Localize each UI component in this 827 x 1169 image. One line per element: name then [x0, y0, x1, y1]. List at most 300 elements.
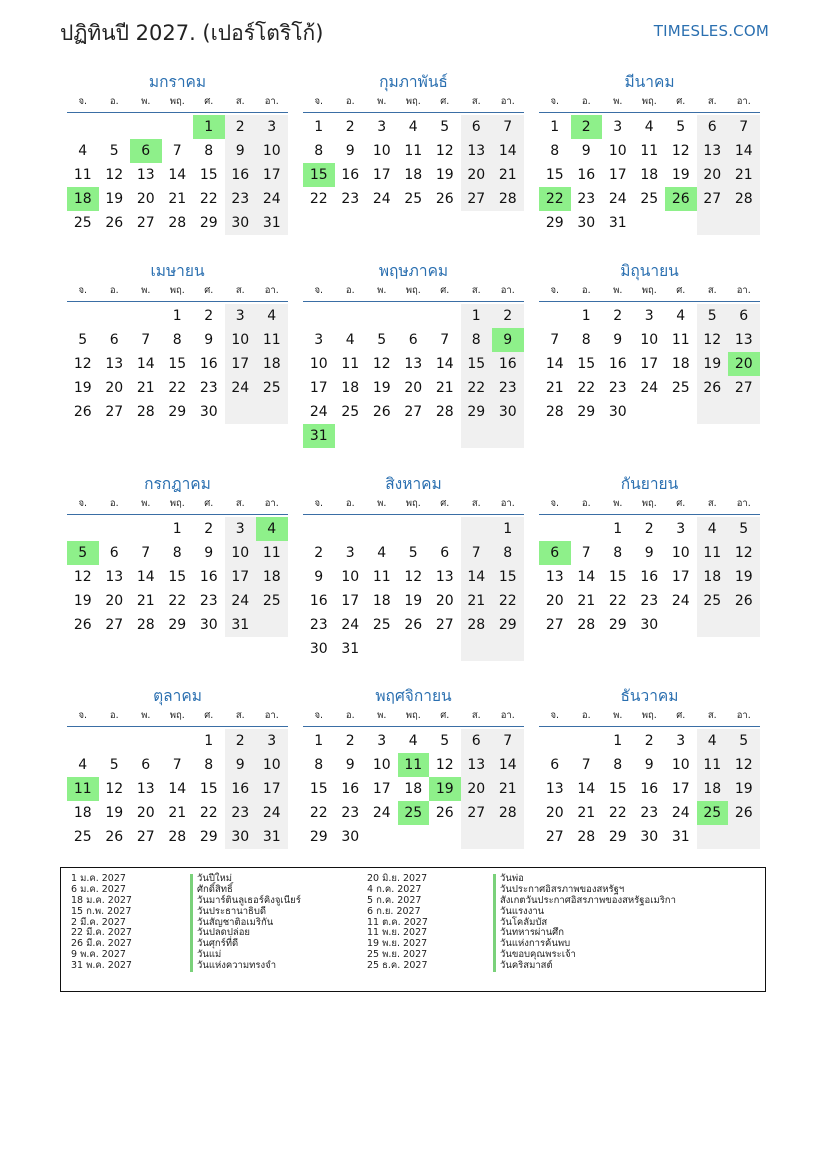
day-cell[interactable]: 1 — [492, 517, 524, 541]
day-cell[interactable]: 1 — [204, 733, 214, 749]
day-cell[interactable]: 10 — [256, 753, 288, 777]
day-cell[interactable]: 15 — [168, 356, 187, 372]
day-cell[interactable]: 2 — [644, 521, 654, 537]
day-cell[interactable]: 8 — [314, 757, 324, 773]
day-cell[interactable]: 14 — [136, 569, 155, 585]
day-cell[interactable]: 27 — [697, 187, 729, 211]
day-cell[interactable]: 1 — [581, 308, 591, 324]
day-cell[interactable]: 12 — [671, 143, 690, 159]
day-cell[interactable]: 7 — [141, 545, 151, 561]
day-cell[interactable]: 9 — [204, 545, 214, 561]
day-cell[interactable]: 16 — [492, 352, 524, 376]
holiday-day-cell[interactable]: 25 — [398, 801, 430, 825]
day-cell[interactable]: 10 — [309, 356, 328, 372]
day-cell[interactable]: 25 — [372, 617, 391, 633]
day-cell[interactable]: 23 — [640, 593, 659, 609]
day-cell[interactable]: 28 — [728, 187, 760, 211]
day-cell[interactable]: 6 — [461, 729, 493, 753]
day-cell[interactable]: 27 — [105, 404, 124, 420]
day-cell[interactable]: 27 — [105, 617, 124, 633]
day-cell[interactable]: 6 — [728, 304, 760, 328]
day-cell[interactable]: 22 — [461, 376, 493, 400]
day-cell[interactable]: 13 — [404, 356, 423, 372]
day-cell[interactable]: 6 — [550, 757, 560, 773]
day-cell[interactable]: 19 — [404, 593, 423, 609]
day-cell[interactable]: 9 — [345, 757, 355, 773]
day-cell[interactable]: 18 — [671, 356, 690, 372]
day-cell[interactable]: 17 — [671, 781, 690, 797]
day-cell[interactable]: 11 — [697, 753, 729, 777]
day-cell[interactable]: 7 — [461, 541, 493, 565]
day-cell[interactable]: 17 — [225, 565, 257, 589]
day-cell[interactable]: 4 — [78, 757, 88, 773]
day-cell[interactable]: 9 — [225, 753, 257, 777]
day-cell[interactable]: 30 — [608, 404, 627, 420]
day-cell[interactable]: 24 — [640, 380, 659, 396]
day-cell[interactable]: 4 — [377, 545, 387, 561]
day-cell[interactable]: 27 — [461, 187, 493, 211]
holiday-day-cell[interactable]: 4 — [256, 517, 288, 541]
day-cell[interactable]: 3 — [377, 733, 387, 749]
day-cell[interactable]: 30 — [640, 617, 659, 633]
day-cell[interactable]: 7 — [440, 332, 450, 348]
day-cell[interactable]: 11 — [404, 143, 423, 159]
day-cell[interactable]: 31 — [341, 641, 360, 657]
day-cell[interactable]: 29 — [199, 829, 218, 845]
day-cell[interactable]: 16 — [225, 163, 257, 187]
day-cell[interactable]: 22 — [577, 380, 596, 396]
day-cell[interactable]: 28 — [168, 829, 187, 845]
day-cell[interactable]: 9 — [204, 332, 214, 348]
day-cell[interactable]: 4 — [345, 332, 355, 348]
day-cell[interactable]: 12 — [372, 356, 391, 372]
day-cell[interactable]: 28 — [492, 187, 524, 211]
day-cell[interactable]: 24 — [372, 805, 391, 821]
day-cell[interactable]: 21 — [492, 777, 524, 801]
day-cell[interactable]: 22 — [309, 805, 328, 821]
day-cell[interactable]: 18 — [341, 380, 360, 396]
day-cell[interactable]: 20 — [404, 380, 423, 396]
day-cell[interactable]: 28 — [168, 215, 187, 231]
day-cell[interactable]: 9 — [345, 143, 355, 159]
day-cell[interactable]: 21 — [728, 163, 760, 187]
day-cell[interactable]: 1 — [550, 119, 560, 135]
day-cell[interactable]: 20 — [105, 380, 124, 396]
day-cell[interactable]: 24 — [256, 187, 288, 211]
day-cell[interactable]: 12 — [73, 569, 92, 585]
day-cell[interactable]: 7 — [492, 729, 524, 753]
day-cell[interactable]: 24 — [671, 805, 690, 821]
day-cell[interactable]: 3 — [256, 729, 288, 753]
day-cell[interactable]: 25 — [404, 191, 423, 207]
day-cell[interactable]: 25 — [341, 404, 360, 420]
day-cell[interactable]: 23 — [225, 801, 257, 825]
day-cell[interactable]: 19 — [73, 593, 92, 609]
day-cell[interactable]: 24 — [225, 376, 257, 400]
day-cell[interactable]: 8 — [581, 332, 591, 348]
day-cell[interactable]: 21 — [168, 805, 187, 821]
day-cell[interactable]: 27 — [461, 801, 493, 825]
day-cell[interactable]: 9 — [314, 569, 324, 585]
day-cell[interactable]: 26 — [105, 215, 124, 231]
holiday-day-cell[interactable]: 26 — [665, 187, 697, 211]
day-cell[interactable]: 21 — [435, 380, 454, 396]
day-cell[interactable]: 15 — [608, 781, 627, 797]
day-cell[interactable]: 8 — [172, 332, 182, 348]
day-cell[interactable]: 29 — [168, 617, 187, 633]
day-cell[interactable]: 7 — [728, 115, 760, 139]
holiday-day-cell[interactable]: 31 — [303, 424, 335, 448]
day-cell[interactable]: 30 — [199, 617, 218, 633]
day-cell[interactable]: 1 — [314, 119, 324, 135]
day-cell[interactable]: 14 — [545, 356, 564, 372]
day-cell[interactable]: 16 — [225, 777, 257, 801]
holiday-day-cell[interactable]: 2 — [571, 115, 603, 139]
day-cell[interactable]: 5 — [109, 757, 119, 773]
day-cell[interactable]: 29 — [309, 829, 328, 845]
day-cell[interactable]: 20 — [545, 593, 564, 609]
holiday-day-cell[interactable]: 18 — [67, 187, 99, 211]
site-link[interactable]: TIMESLES.COM — [653, 22, 769, 40]
day-cell[interactable]: 12 — [697, 328, 729, 352]
day-cell[interactable]: 26 — [697, 376, 729, 400]
day-cell[interactable]: 16 — [608, 356, 627, 372]
holiday-day-cell[interactable]: 11 — [67, 777, 99, 801]
day-cell[interactable]: 4 — [256, 304, 288, 328]
holiday-day-cell[interactable]: 20 — [728, 352, 760, 376]
day-cell[interactable]: 22 — [199, 805, 218, 821]
day-cell[interactable]: 1 — [172, 308, 182, 324]
day-cell[interactable]: 26 — [728, 589, 760, 613]
day-cell[interactable]: 30 — [341, 829, 360, 845]
day-cell[interactable]: 17 — [640, 356, 659, 372]
day-cell[interactable]: 2 — [345, 119, 355, 135]
day-cell[interactable]: 29 — [608, 617, 627, 633]
day-cell[interactable]: 10 — [671, 545, 690, 561]
day-cell[interactable]: 14 — [168, 781, 187, 797]
day-cell[interactable]: 2 — [204, 308, 214, 324]
day-cell[interactable]: 7 — [172, 757, 182, 773]
day-cell[interactable]: 4 — [408, 119, 418, 135]
day-cell[interactable]: 18 — [372, 593, 391, 609]
day-cell[interactable]: 14 — [168, 167, 187, 183]
day-cell[interactable]: 16 — [640, 781, 659, 797]
day-cell[interactable]: 11 — [372, 569, 391, 585]
day-cell[interactable]: 23 — [309, 617, 328, 633]
day-cell[interactable]: 20 — [435, 593, 454, 609]
day-cell[interactable]: 2 — [644, 733, 654, 749]
day-cell[interactable]: 29 — [492, 613, 524, 637]
day-cell[interactable]: 19 — [372, 380, 391, 396]
day-cell[interactable]: 22 — [168, 593, 187, 609]
day-cell[interactable]: 21 — [577, 805, 596, 821]
day-cell[interactable]: 18 — [73, 805, 92, 821]
day-cell[interactable]: 27 — [136, 829, 155, 845]
day-cell[interactable]: 15 — [492, 565, 524, 589]
day-cell[interactable]: 3 — [225, 517, 257, 541]
day-cell[interactable]: 13 — [105, 569, 124, 585]
day-cell[interactable]: 27 — [404, 404, 423, 420]
day-cell[interactable]: 17 — [608, 167, 627, 183]
day-cell[interactable]: 6 — [109, 545, 119, 561]
day-cell[interactable]: 2 — [492, 304, 524, 328]
day-cell[interactable]: 1 — [613, 733, 623, 749]
holiday-day-cell[interactable]: 6 — [130, 139, 162, 163]
day-cell[interactable]: 30 — [225, 825, 257, 849]
day-cell[interactable]: 8 — [204, 143, 214, 159]
day-cell[interactable]: 16 — [341, 167, 360, 183]
day-cell[interactable]: 27 — [728, 376, 760, 400]
day-cell[interactable]: 19 — [105, 191, 124, 207]
day-cell[interactable]: 7 — [172, 143, 182, 159]
day-cell[interactable]: 21 — [545, 380, 564, 396]
day-cell[interactable]: 11 — [671, 332, 690, 348]
day-cell[interactable]: 29 — [577, 404, 596, 420]
day-cell[interactable]: 21 — [577, 593, 596, 609]
day-cell[interactable]: 9 — [644, 545, 654, 561]
day-cell[interactable]: 15 — [545, 167, 564, 183]
day-cell[interactable]: 30 — [309, 641, 328, 657]
day-cell[interactable]: 20 — [697, 163, 729, 187]
day-cell[interactable]: 12 — [435, 143, 454, 159]
day-cell[interactable]: 7 — [141, 332, 151, 348]
day-cell[interactable]: 8 — [613, 757, 623, 773]
day-cell[interactable]: 11 — [341, 356, 360, 372]
day-cell[interactable]: 29 — [545, 215, 564, 231]
day-cell[interactable]: 31 — [256, 211, 288, 235]
day-cell[interactable]: 13 — [136, 781, 155, 797]
day-cell[interactable]: 2 — [225, 729, 257, 753]
day-cell[interactable]: 2 — [204, 521, 214, 537]
day-cell[interactable]: 15 — [168, 569, 187, 585]
day-cell[interactable]: 1 — [461, 304, 493, 328]
day-cell[interactable]: 19 — [728, 565, 760, 589]
day-cell[interactable]: 10 — [640, 332, 659, 348]
day-cell[interactable]: 20 — [136, 805, 155, 821]
day-cell[interactable]: 16 — [199, 569, 218, 585]
day-cell[interactable]: 9 — [613, 332, 623, 348]
day-cell[interactable]: 28 — [136, 617, 155, 633]
day-cell[interactable]: 24 — [309, 404, 328, 420]
day-cell[interactable]: 27 — [545, 617, 564, 633]
day-cell[interactable]: 31 — [671, 829, 690, 845]
day-cell[interactable]: 3 — [644, 308, 654, 324]
day-cell[interactable]: 24 — [256, 801, 288, 825]
holiday-day-cell[interactable]: 6 — [539, 541, 571, 565]
day-cell[interactable]: 18 — [697, 565, 729, 589]
day-cell[interactable]: 6 — [141, 757, 151, 773]
day-cell[interactable]: 3 — [256, 115, 288, 139]
day-cell[interactable]: 30 — [492, 400, 524, 424]
day-cell[interactable]: 14 — [136, 356, 155, 372]
day-cell[interactable]: 11 — [73, 167, 92, 183]
day-cell[interactable]: 26 — [404, 617, 423, 633]
day-cell[interactable]: 22 — [608, 805, 627, 821]
day-cell[interactable]: 23 — [225, 187, 257, 211]
day-cell[interactable]: 14 — [461, 565, 493, 589]
day-cell[interactable]: 30 — [640, 829, 659, 845]
day-cell[interactable]: 26 — [372, 404, 391, 420]
day-cell[interactable]: 26 — [105, 829, 124, 845]
day-cell[interactable]: 25 — [256, 589, 288, 613]
day-cell[interactable]: 14 — [577, 569, 596, 585]
holiday-day-cell[interactable]: 11 — [398, 753, 430, 777]
day-cell[interactable]: 21 — [461, 589, 493, 613]
day-cell[interactable]: 15 — [577, 356, 596, 372]
day-cell[interactable]: 29 — [199, 215, 218, 231]
day-cell[interactable]: 17 — [372, 781, 391, 797]
day-cell[interactable]: 20 — [545, 805, 564, 821]
day-cell[interactable]: 21 — [492, 163, 524, 187]
day-cell[interactable]: 9 — [581, 143, 591, 159]
day-cell[interactable]: 2 — [345, 733, 355, 749]
day-cell[interactable]: 5 — [78, 332, 88, 348]
day-cell[interactable]: 23 — [341, 805, 360, 821]
day-cell[interactable]: 19 — [105, 805, 124, 821]
day-cell[interactable]: 15 — [199, 781, 218, 797]
day-cell[interactable]: 10 — [225, 541, 257, 565]
day-cell[interactable]: 31 — [256, 825, 288, 849]
day-cell[interactable]: 23 — [640, 805, 659, 821]
day-cell[interactable]: 7 — [492, 115, 524, 139]
day-cell[interactable]: 6 — [440, 545, 450, 561]
day-cell[interactable]: 11 — [697, 541, 729, 565]
day-cell[interactable]: 4 — [644, 119, 654, 135]
day-cell[interactable]: 23 — [199, 593, 218, 609]
day-cell[interactable]: 12 — [404, 569, 423, 585]
day-cell[interactable]: 2 — [613, 308, 623, 324]
day-cell[interactable]: 23 — [577, 191, 596, 207]
day-cell[interactable]: 20 — [105, 593, 124, 609]
day-cell[interactable]: 5 — [697, 304, 729, 328]
day-cell[interactable]: 17 — [309, 380, 328, 396]
day-cell[interactable]: 10 — [608, 143, 627, 159]
day-cell[interactable]: 5 — [408, 545, 418, 561]
day-cell[interactable]: 4 — [408, 733, 418, 749]
holiday-day-cell[interactable]: 22 — [539, 187, 571, 211]
day-cell[interactable]: 12 — [435, 757, 454, 773]
day-cell[interactable]: 29 — [461, 400, 493, 424]
day-cell[interactable]: 1 — [314, 733, 324, 749]
day-cell[interactable]: 6 — [461, 115, 493, 139]
day-cell[interactable]: 15 — [608, 569, 627, 585]
day-cell[interactable]: 3 — [676, 733, 686, 749]
day-cell[interactable]: 16 — [309, 593, 328, 609]
day-cell[interactable]: 21 — [168, 191, 187, 207]
day-cell[interactable]: 19 — [435, 167, 454, 183]
day-cell[interactable]: 3 — [314, 332, 324, 348]
day-cell[interactable]: 17 — [341, 593, 360, 609]
day-cell[interactable]: 28 — [492, 801, 524, 825]
day-cell[interactable]: 15 — [199, 167, 218, 183]
day-cell[interactable]: 18 — [256, 352, 288, 376]
day-cell[interactable]: 12 — [73, 356, 92, 372]
day-cell[interactable]: 22 — [309, 191, 328, 207]
day-cell[interactable]: 18 — [404, 781, 423, 797]
day-cell[interactable]: 9 — [644, 757, 654, 773]
day-cell[interactable]: 26 — [73, 404, 92, 420]
day-cell[interactable]: 14 — [492, 139, 524, 163]
day-cell[interactable]: 25 — [73, 215, 92, 231]
day-cell[interactable]: 23 — [492, 376, 524, 400]
day-cell[interactable]: 2 — [225, 115, 257, 139]
day-cell[interactable]: 10 — [671, 757, 690, 773]
day-cell[interactable]: 13 — [461, 753, 493, 777]
day-cell[interactable]: 2 — [314, 545, 324, 561]
day-cell[interactable]: 8 — [461, 328, 493, 352]
day-cell[interactable]: 27 — [136, 215, 155, 231]
day-cell[interactable]: 14 — [492, 753, 524, 777]
day-cell[interactable]: 20 — [461, 163, 493, 187]
holiday-day-cell[interactable]: 9 — [492, 328, 524, 352]
holiday-day-cell[interactable]: 19 — [429, 777, 461, 801]
day-cell[interactable]: 6 — [109, 332, 119, 348]
day-cell[interactable]: 19 — [671, 167, 690, 183]
day-cell[interactable]: 11 — [256, 541, 288, 565]
day-cell[interactable]: 7 — [550, 332, 560, 348]
day-cell[interactable]: 21 — [136, 593, 155, 609]
day-cell[interactable]: 3 — [225, 304, 257, 328]
day-cell[interactable]: 18 — [640, 167, 659, 183]
day-cell[interactable]: 19 — [697, 352, 729, 376]
day-cell[interactable]: 30 — [199, 404, 218, 420]
day-cell[interactable]: 10 — [341, 569, 360, 585]
day-cell[interactable]: 24 — [671, 593, 690, 609]
day-cell[interactable]: 17 — [225, 352, 257, 376]
day-cell[interactable]: 28 — [577, 617, 596, 633]
day-cell[interactable]: 27 — [545, 829, 564, 845]
day-cell[interactable]: 29 — [168, 404, 187, 420]
day-cell[interactable]: 5 — [377, 332, 387, 348]
day-cell[interactable]: 13 — [435, 569, 454, 585]
day-cell[interactable]: 24 — [372, 191, 391, 207]
day-cell[interactable]: 14 — [435, 356, 454, 372]
day-cell[interactable]: 4 — [697, 729, 729, 753]
day-cell[interactable]: 17 — [671, 569, 690, 585]
day-cell[interactable]: 4 — [78, 143, 88, 159]
day-cell[interactable]: 25 — [640, 191, 659, 207]
day-cell[interactable]: 17 — [256, 163, 288, 187]
day-cell[interactable]: 26 — [435, 191, 454, 207]
holiday-day-cell[interactable]: 15 — [303, 163, 335, 187]
day-cell[interactable]: 3 — [345, 545, 355, 561]
day-cell[interactable]: 15 — [309, 781, 328, 797]
day-cell[interactable]: 26 — [728, 801, 760, 825]
day-cell[interactable]: 8 — [172, 545, 182, 561]
day-cell[interactable]: 23 — [199, 380, 218, 396]
day-cell[interactable]: 11 — [640, 143, 659, 159]
day-cell[interactable]: 13 — [728, 328, 760, 352]
day-cell[interactable]: 28 — [577, 829, 596, 845]
day-cell[interactable]: 6 — [408, 332, 418, 348]
day-cell[interactable]: 23 — [608, 380, 627, 396]
day-cell[interactable]: 24 — [608, 191, 627, 207]
day-cell[interactable]: 20 — [461, 777, 493, 801]
day-cell[interactable]: 3 — [613, 119, 623, 135]
day-cell[interactable]: 13 — [697, 139, 729, 163]
day-cell[interactable]: 22 — [168, 380, 187, 396]
day-cell[interactable]: 1 — [613, 521, 623, 537]
day-cell[interactable]: 30 — [225, 211, 257, 235]
day-cell[interactable]: 19 — [73, 380, 92, 396]
day-cell[interactable]: 10 — [256, 139, 288, 163]
day-cell[interactable]: 23 — [341, 191, 360, 207]
day-cell[interactable]: 8 — [314, 143, 324, 159]
day-cell[interactable]: 8 — [492, 541, 524, 565]
day-cell[interactable]: 12 — [105, 781, 124, 797]
day-cell[interactable]: 13 — [545, 569, 564, 585]
day-cell[interactable]: 16 — [341, 781, 360, 797]
